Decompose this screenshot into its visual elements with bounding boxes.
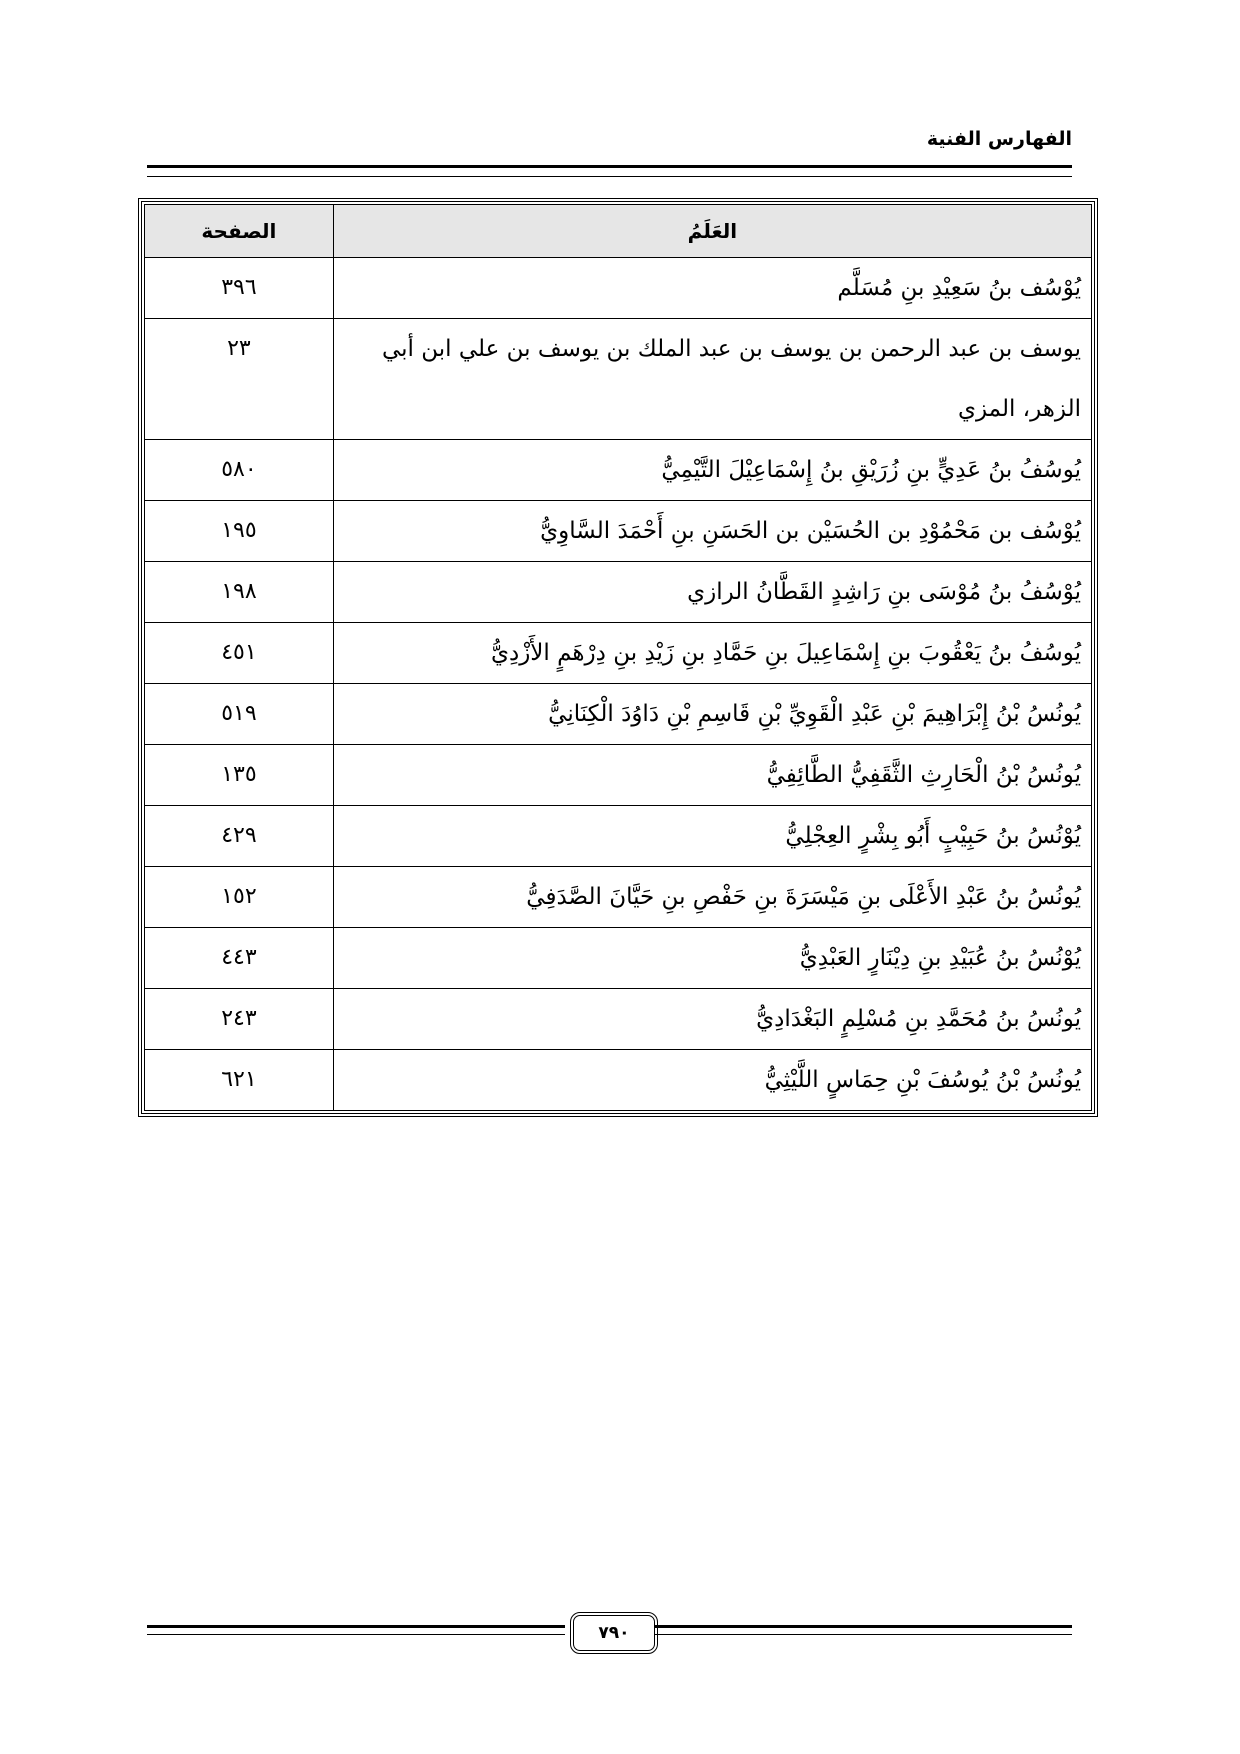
table-row xyxy=(145,623,1092,684)
page-ref: ١٩٨ xyxy=(145,562,334,623)
table-row xyxy=(145,1050,1092,1111)
table-row xyxy=(145,684,1092,745)
table-row xyxy=(145,867,1092,928)
person-name: يُوْسُف بن مَحْمُوْدِ بن الحُسَيْن بن الحَسَنِ بنِ أَحْمَدَ السَّاوِيُّ xyxy=(333,501,1091,562)
person-name: يُوسُفُ بنُ يَعْقُوبَ بنِ إِسْمَاعِيلَ بنِ حَمَّادِ بنِ زَيْدِ بنِ دِرْهَمٍ الأَزْدِيُّ xyxy=(333,623,1091,684)
column-header-page: الصفحة xyxy=(145,205,334,258)
person-name: يُوْسُفُ بنُ مُوْسَى بنِ رَاشِدٍ القَطَّانُ الرازي xyxy=(333,562,1091,623)
person-name: يُونُسُ بْنُ إِبْرَاهِيمَ بْنِ عَبْدِ الْقَوِيِّ بْنِ قَاسِمِ بْنِ دَاوُدَ الْكِنَانِيُّ xyxy=(333,684,1091,745)
index-table-frame xyxy=(138,198,1098,1117)
page-number: ٧٩٠ xyxy=(570,1612,658,1654)
person-name: يُونُسُ بْنُ يُوسُفَ بْنِ حِمَاسٍ اللَّيْثِيُّ xyxy=(333,1050,1091,1111)
page-ref: ٢٤٣ xyxy=(145,989,334,1050)
person-name: يُونُسُ بْنُ الْحَارِثِ الثَّقَفِيُّ الطَّائِفِيُّ xyxy=(333,745,1091,806)
table-row xyxy=(145,501,1092,562)
index-table xyxy=(144,204,1092,1111)
person-name: يُوسُفُ بنُ عَدِيٍّ بنِ زُرَيْقِ بنُ إِسْمَاعِيْلَ التَّيْمِيُّ xyxy=(333,440,1091,501)
person-name: يوسف بن عبد الرحمن بن يوسف بن عبد الملك بن يوسف بن علي ابن أبي الزهر، المزي xyxy=(333,319,1091,440)
page-ref: ٤٢٩ xyxy=(145,806,334,867)
page-ref: ٣٩٦ xyxy=(145,258,334,319)
table-row xyxy=(145,928,1092,989)
table-row xyxy=(145,806,1092,867)
page-ref: ١٣٥ xyxy=(145,745,334,806)
page-ref: ٥١٩ xyxy=(145,684,334,745)
page-ref: ٤٤٣ xyxy=(145,928,334,989)
table-row xyxy=(145,989,1092,1050)
column-header-name: العَلَمُ xyxy=(333,205,1091,258)
person-name: يُوْسُف بنُ سَعِيْدِ بنِ مُسَلَّم xyxy=(333,258,1091,319)
table-row xyxy=(145,745,1092,806)
person-name: يُوْنُسُ بنُ عُبَيْدِ بنِ دِيْنَارٍ العَبْدِيُّ xyxy=(333,928,1091,989)
table-row xyxy=(145,258,1092,319)
footer-divider-left xyxy=(147,1625,565,1635)
page-ref: ١٩٥ xyxy=(145,501,334,562)
page-ref: ٤٥١ xyxy=(145,623,334,684)
table-row xyxy=(145,562,1092,623)
table-header-row xyxy=(145,205,1092,258)
header-divider xyxy=(147,165,1072,177)
page-ref: ١٥٢ xyxy=(145,867,334,928)
table-row xyxy=(145,319,1092,440)
page-ref: ٥٨٠ xyxy=(145,440,334,501)
person-name: يُوْنُسُ بنُ حَبِيْبٍ أَبُو بِشْرٍ العِجْلِيُّ xyxy=(333,806,1091,867)
footer-divider-right xyxy=(654,1625,1072,1635)
person-name: يُونُسُ بنُ عَبْدِ الأَعْلَى بنِ مَيْسَرَةَ بنِ حَفْصِ بنِ حَيَّانَ الصَّدَفِيُّ xyxy=(333,867,1091,928)
page-footer xyxy=(147,1612,1072,1652)
table-row xyxy=(145,440,1092,501)
page-ref: ٦٢١ xyxy=(145,1050,334,1111)
page-ref: ٢٣ xyxy=(145,319,334,440)
running-header-title: الفهارس الفنية xyxy=(926,128,1072,150)
person-name: يُونُسُ بنُ مُحَمَّدِ بنِ مُسْلِمٍ البَغْدَادِيُّ xyxy=(333,989,1091,1050)
